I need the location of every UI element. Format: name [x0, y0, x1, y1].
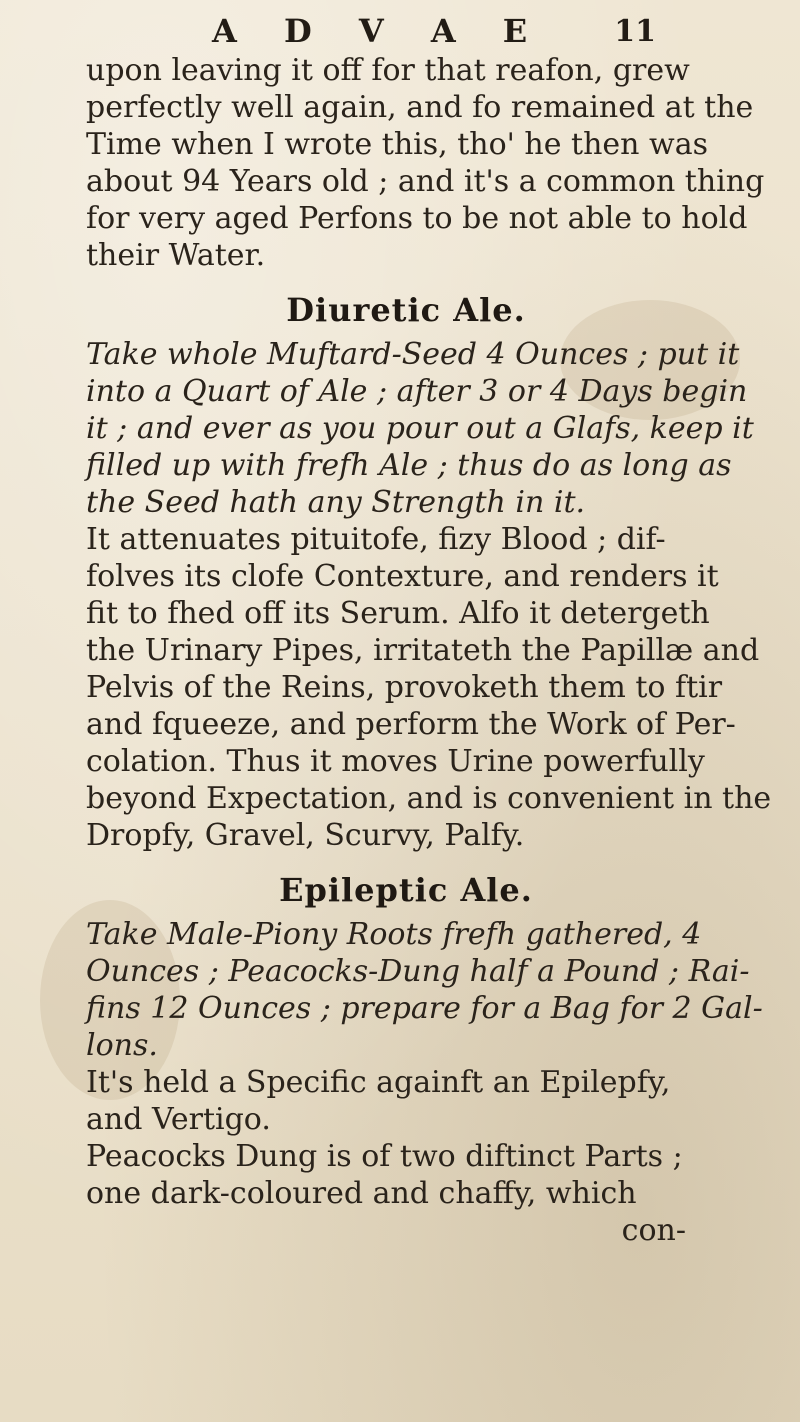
text-line: and fqueeze, and perform the Work of Per- — [86, 707, 736, 742]
recipe-line: lons. — [86, 1028, 158, 1063]
text-line: Pelvis of the Reins, provoketh them to ftir — [86, 670, 723, 705]
running-title: A D V A E — [212, 12, 546, 50]
text-line: for very aged Perfons to be not able to hold — [86, 201, 748, 236]
recipe-line: fins 12 Ounces ; prepare for a Bag for 2 Gal- — [86, 991, 763, 1026]
text-line: beyond Expectation, and is convenient in the — [86, 781, 772, 816]
text-line: about 94 Years old ; and it's a common thing — [86, 164, 765, 199]
text-line: perfectly well again, and fo remained at the — [86, 90, 754, 125]
catchword: con- — [621, 1213, 686, 1248]
running-head — [0, 8, 800, 48]
recipe-line: Ounces ; Peacocks-Dung half a Pound ; Rai- — [86, 954, 750, 989]
body-paragraph-diuretic-ale — [86, 521, 772, 854]
text-line: colation. Thus it moves Urine powerfully — [86, 744, 705, 779]
text-line: fit to fhed off its Serum. Alfo it detergeth — [86, 596, 710, 631]
text-block — [86, 52, 772, 1249]
text-line: It attenuates pituitofe, fizy Blood ; dif- — [86, 522, 666, 557]
recipe-epileptic-ale — [86, 916, 763, 1064]
text-line: one dark-coloured and chaffy, which — [86, 1176, 637, 1211]
recipe-line: filled up with frefh Ale ; thus do as long as — [86, 448, 732, 483]
text-line: Time when I wrote this, tho' he then was — [86, 127, 708, 162]
text-line: the Urinary Pipes, irritateth the Papillæ and — [86, 633, 760, 668]
text-line: Peacocks Dung is of two diftinct Parts ; — [86, 1139, 683, 1174]
text-line: upon leaving it off for that reafon, grew — [86, 53, 690, 88]
text-line: folves its clofe Contexture, and renders it — [86, 559, 719, 594]
body-paragraph-epileptic-ale — [86, 1064, 726, 1249]
section-heading-epileptic-ale: Epileptic Ale. — [279, 871, 533, 909]
text-line: their Water. — [86, 238, 266, 273]
text-line: It's held a Specific againft an Epilepfy, — [86, 1065, 671, 1100]
recipe-line: Take Male-Piony Roots frefh gathered, 4 — [86, 917, 702, 952]
recipe-diuretic-ale — [86, 336, 754, 521]
page-number: 11 — [614, 14, 656, 49]
recipe-line: into a Quart of Ale ; after 3 or 4 Days begin — [86, 374, 748, 409]
text-line: and Vertigo. — [86, 1102, 271, 1137]
section-heading-diuretic-ale: Diuretic Ale. — [286, 291, 526, 329]
text-line: Dropfy, Gravel, Scurvy, Palfy. — [86, 818, 525, 853]
recipe-line: the Seed hath any Strength in it. — [86, 485, 586, 520]
recipe-line: it ; and ever as you pour out a Glafs, keep it — [86, 411, 754, 446]
recipe-line: Take whole Muftard-Seed 4 Ounces ; put it — [86, 337, 740, 372]
intro-paragraph — [86, 52, 765, 274]
